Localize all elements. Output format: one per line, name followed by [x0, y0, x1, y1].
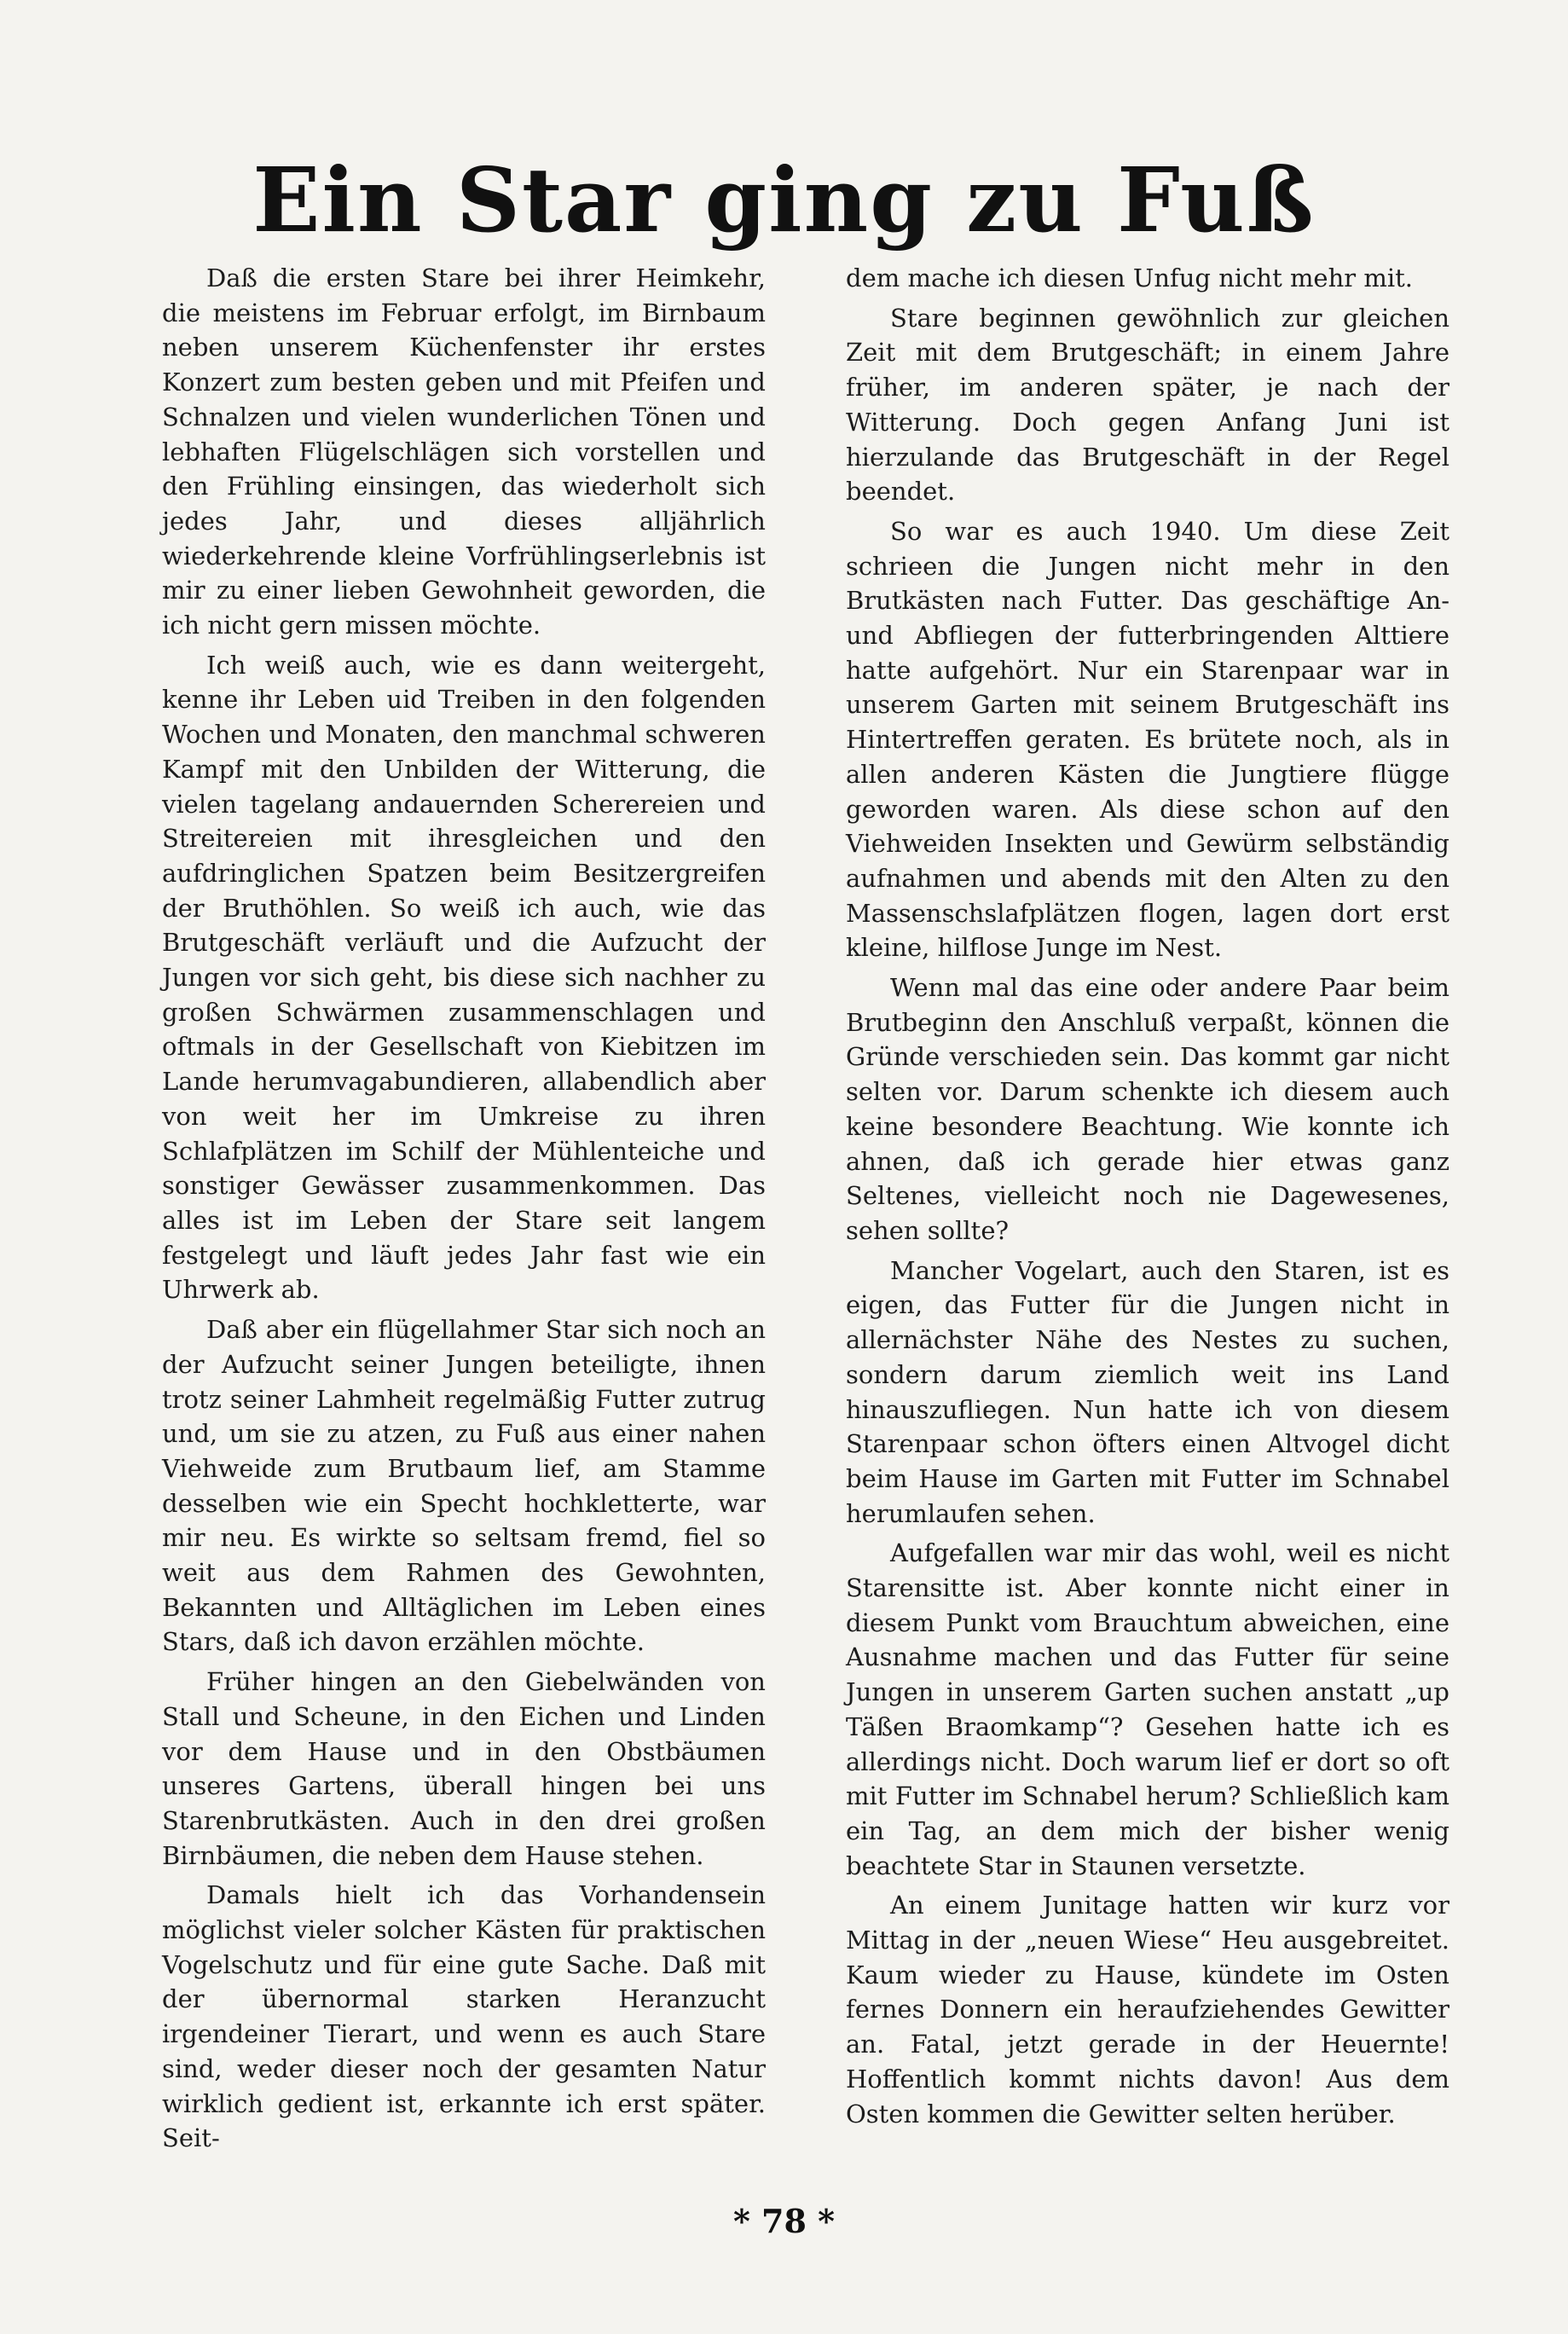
paragraph: An einem Junitage hatten wir kurz vor Mittag in der „neuen Wiese“ Heu ausgebreitet. Kaum wieder zu Hause, kündete im Osten fernes Donnern ein heraufziehendes Gewitter an. Fatal, jetzt gerade in der Heuernte! Hoffentlich kommt nichts davon! Aus dem Osten kommen die Gewitter selten herüber.	[846, 1891, 1449, 2128]
paragraph: Aufgefallen war mir das wohl, weil es nicht Starensitte ist. Aber konnte nicht einer in diesem Punkt vom Brauchtum abweichen, eine Ausnahme machen und das Futter für seine Jungen in unserem Garten suchen anstatt „up Täßen Braomkamp“? Gesehen hatte ich es allerdings nicht. Doch warum lief er dort so oft mit Futter im Schnabel herum? Schließlich kam ein Tag, an dem mich der bisher wenig beachtete Star in Staunen versetzte.	[846, 1538, 1449, 1880]
page-title: Ein Star ging zu Fuß	[252, 148, 1316, 252]
right-column	[846, 261, 1449, 2136]
page-number: * 78 *	[732, 2202, 836, 2240]
paragraph: Ich weiß auch, wie es dann weitergeht, kenne ihr Leben uid Treiben in den folgenden Wochen und Monaten, den manchmal schweren Kampf mit den Unbilden der Witterung, die vielen tagelang andauernden Scherereien und Streitereien mit ihresgleichen und den aufdringlichen Spatzen beim Besitzergreifen der Bruthöhlen. So weiß ich auch, wie das Brutgeschäft verläuft und die Aufzucht der Jungen vor sich geht, bis diese sich nachher zu großen Schwärmen zusammenschlagen und oftmals in der Gesellschaft von Kiebitzen im Lande herumvagabundieren, allabendlich aber von weit her im Umkreise zu ihren Schlafplätzen im Schilf der Mühlenteiche und sonstiger Gewässer zusammenkommen. Das alles ist im Leben der Stare seit langem festgelegt und läuft jedes Jahr fast wie ein Uhrwerk ab.	[162, 650, 766, 1305]
left-column	[162, 261, 766, 2161]
paragraph: Damals hielt ich das Vorhandensein möglichst vieler solcher Kästen für praktischen Vogelschutz und für eine gute Sache. Daß mit der übernormal starken Heranzucht irgendeiner Tierart, und wenn es auch Stare sind, weder dieser noch der gesamten Natur wirklich gedient ist, erkannte ich erst später. Seit-	[162, 1880, 766, 2153]
paragraph: Wenn mal das eine oder andere Paar beim Brutbeginn den Anschluß verpaßt, können die Gründe verschieden sein. Das kommt gar nicht selten vor. Darum schenkte ich diesem auch keine besondere Beachtung. Wie konnte ich ahnen, daß ich gerade hier etwas ganz Seltenes, vielleicht noch nie Dagewesenes, sehen sollte?	[846, 973, 1449, 1245]
paragraph-continued: dem mache ich diesen Unfug nicht mehr mit.	[846, 264, 1414, 292]
paragraph: Daß die ersten Stare bei ihrer Heimkehr, die meistens im Februar erfolgt, im Birnbaum neben unserem Küchenfenster ihr erstes Konzert zum besten geben und mit Pfeifen und Schnalzen und vielen wunderlichen Tönen und lebhaften Flügelschlägen sich vorstellen und den Frühling einsingen, das wiederholt sich jedes Jahr, und dieses alljährlich wiederkehrende kleine Vorfrühlingserlebnis ist mir zu einer lieben Gewohnheit geworden, die ich nicht gern missen möchte.	[162, 264, 766, 640]
paragraph: Stare beginnen gewöhnlich zur gleichen Zeit mit dem Brutgeschäft; in einem Jahre früher, im anderen später, je nach der Witterung. Doch gegen Anfang Juni ist hierzulande das Brutgeschäft in der Regel beendet.	[846, 303, 1449, 507]
paragraph: So war es auch 1940. Um diese Zeit schrieen die Jungen nicht mehr in den Brutkästen nach Futter. Das geschäftige An- und Abfliegen der futterbringenden Alttiere hatte aufgehört. Nur ein Starenpaar war in unserem Garten mit seinem Brutgeschäft ins Hintertreffen geraten. Es brütete noch, als in allen anderen Kästen die Jungtiere flügge geworden waren. Als diese schon auf den Viehweiden Insekten und Gewürm selbständig aufnahmen und abends mit den Alten zu den Massenschslafplätzen flogen, lagen dort erst kleine, hilflose Junge im Nest.	[846, 516, 1449, 963]
paragraph: Daß aber ein flügellahmer Star sich noch an der Aufzucht seiner Jungen beteiligte, ihnen trotz seiner Lahmheit regelmäßig Futter zutrug und, um sie zu atzen, zu Fuß aus einer nahen Viehweide zum Brutbaum lief, am Stamme desselben wie ein Specht hochkletterte, war mir neu. Es wirkte so seltsam fremd, fiel so weit aus dem Rahmen des Gewohnten, Bekannten und Alltäglichen im Leben eines Stars, daß ich davon erzählen möchte.	[162, 1315, 766, 1657]
paragraph: Früher hingen an den Giebelwänden von Stall und Scheune, in den Eichen und Linden vor dem Hause und in den Obstbäumen unseres Gartens, überall hingen bei uns Starenbrutkästen. Auch in den drei großen Birnbäumen, die neben dem Hause stehen.	[162, 1667, 766, 1870]
paragraph: Mancher Vogelart, auch den Staren, ist es eigen, das Futter für die Jungen nicht in allernächster Nähe des Nestes zu suchen, sondern darum ziemlich weit ins Land hinauszufliegen. Nun hatte ich von diesem Starenpaar schon öfters einen Altvogel dicht beim Hause im Garten mit Futter im Schnabel herumlaufen sehen.	[846, 1255, 1449, 1528]
